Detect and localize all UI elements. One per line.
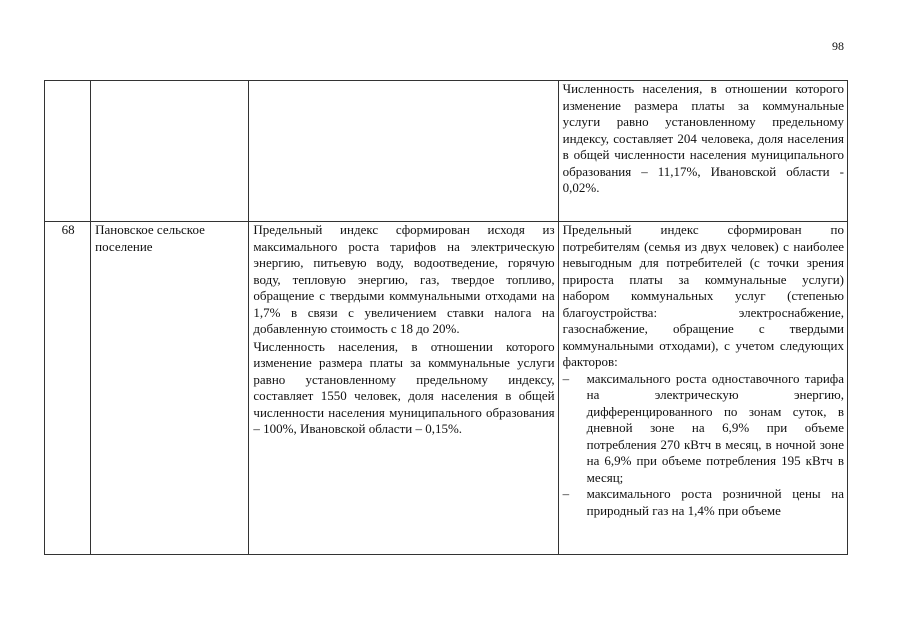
table-row — [45, 81, 848, 222]
index-basis-paragraph: Предельный индекс сформирован исходя из максимального роста тарифов на электрическую энергию, питьевую воду, водоотведение, горячую воду, тепловую энергию, газ, твердое топливо, обращение с твердыми коммунальными отходами на 1,7% в связи с увеличением ставки налога на добавленную стоимость с 18 до 20%. — [253, 222, 555, 336]
table-row — [45, 222, 848, 555]
settlement-name-cell — [91, 81, 249, 222]
population-share-cell: Численность населения, в отношении которого изменение размера платы за коммунальные услуги равно установленному предельному индексу, составляет 204 человека, доля населения в общей численности населения муниципального образования – 11,17%, Ивановской области - 0,02%. — [558, 81, 847, 222]
list-item: – максимального роста одноставочного тарифа на электрическую энергию, дифференцированного по зонам суток, в дневной зоне на 6,9% при объеме потребления 270 кВтч в месяц, в ночной зоне на 6,9% при объеме потребления 195 кВтч в месяц; — [563, 371, 844, 487]
consumer-basis-intro: Предельный индекс сформирован по потребителям (семья из двух человек) с наиболее невыгодным для потребителей (с точки зрения прироста платы за коммунальные услуги) набором коммунальных услуг (степенью благоустройства: электроснабжение, газоснабжение, обращение с твердыми коммунальными отходами), с учетом следующих факторов: — [562, 222, 844, 369]
page-number: 98 — [832, 39, 844, 53]
indices-table — [44, 80, 848, 555]
settlement-name-cell: Пановское сельское поселение — [91, 222, 249, 555]
index-basis-cell — [249, 222, 558, 555]
population-paragraph: Численность населения, в отношении которого изменение размера платы за коммунальные услуги равно установленному предельному индексу, составляет 1550 человек, доля населения в общей численности населения муниципального образования – 100%, Ивановской области – 0,15%. — [253, 338, 555, 436]
row-number-cell — [45, 81, 91, 222]
index-basis-cell — [249, 81, 558, 222]
factors-list — [563, 371, 844, 520]
list-item: – максимального роста розничной цены на природный газ на 1,4% при объеме — [563, 486, 844, 519]
row-number-cell: 68 — [45, 222, 91, 555]
consumer-basis-cell — [558, 222, 847, 555]
